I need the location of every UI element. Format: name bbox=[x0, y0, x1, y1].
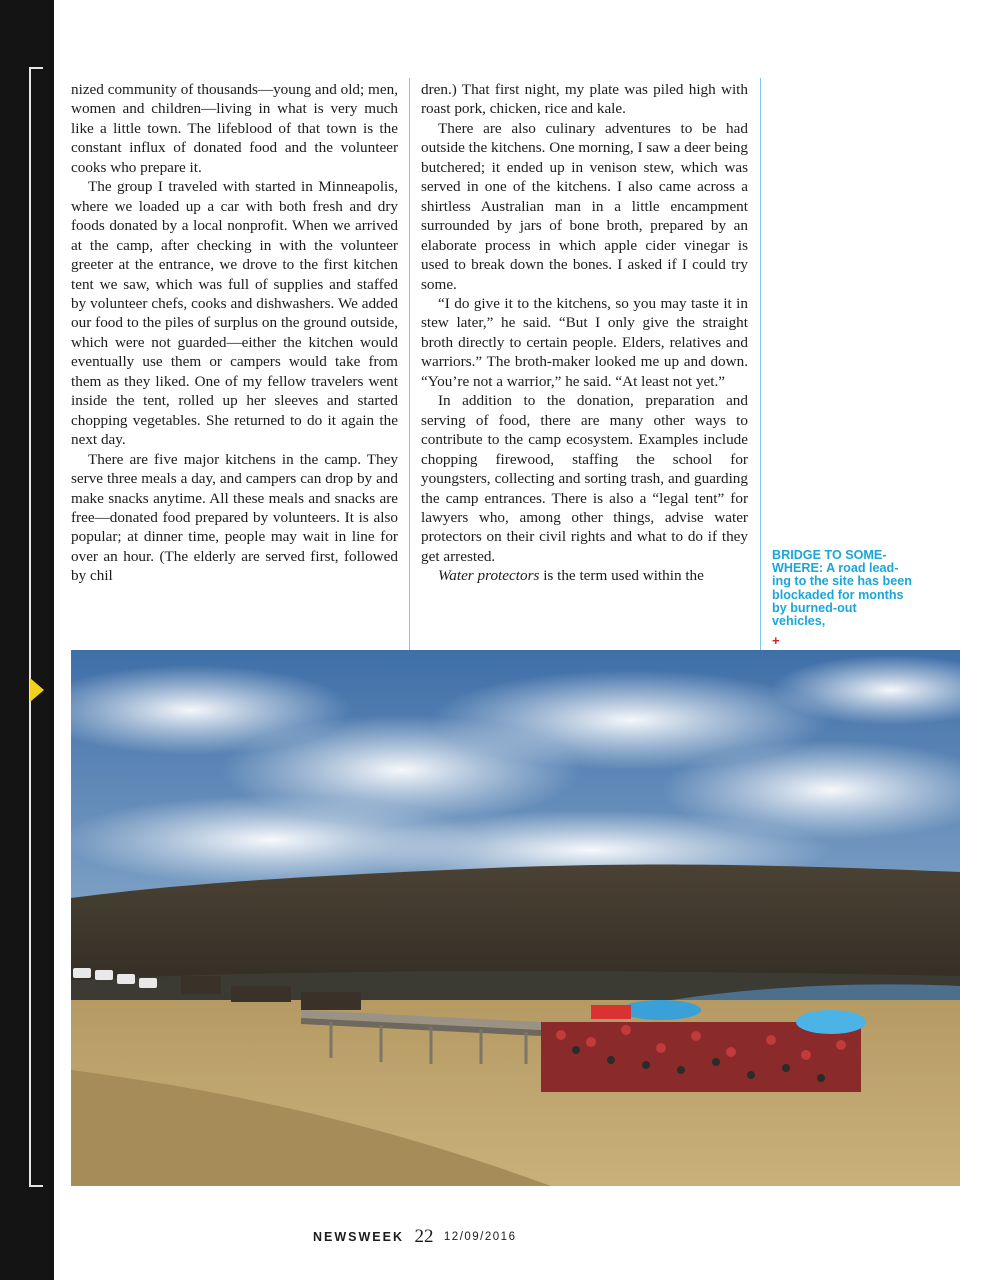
paragraph: The group I traveled with started in Minneapolis, where we loaded up a car with both fresh and dry foods donated by a local nonprofit. When we arrived at the camp, after checking in with the volunteer greeter at the entrance, we drove to the first kitchen tent we saw, which was full of supplies and staffed by volunteer chefs, cooks and dishwashers. We added our food to the piles of surplus on the ground outside, which were not guarded—either the kitchen would eventually use them or campers would take from them as they liked. One of my fellow travelers went inside the tent, rolled up her sleeves and started chopping vegetables. She returned to do it again the next day. bbox=[71, 178, 398, 449]
paragraph: “I do give it to the kitchens, so you may taste it in stew later,” he said. “But I only give the straight broth directly to certain people. Elders, relatives and warriors.” The broth-maker looked me up and down. “You’re not a warrior,” he said. “At least not yet.” bbox=[421, 294, 748, 390]
left-margin-bar bbox=[0, 0, 54, 1280]
issue-date: 12/09/2016 bbox=[443, 1231, 517, 1243]
article-column-1 bbox=[71, 80, 398, 586]
section-bracket-top bbox=[29, 67, 43, 79]
column-rule bbox=[760, 78, 761, 650]
protest-bridge-photo bbox=[71, 650, 960, 1186]
column-rule bbox=[409, 78, 410, 650]
magazine-name: NEWSWEEK bbox=[313, 1230, 404, 1244]
photo-illustration bbox=[71, 650, 960, 1186]
paragraph-text: is the term used within the bbox=[539, 567, 704, 585]
paragraph-last bbox=[421, 566, 748, 585]
paragraph: dren.) That first night, my plate was piled high with roast pork, chicken, rice and kale. bbox=[421, 81, 748, 118]
plus-icon: + bbox=[772, 633, 780, 648]
paragraph: There are also culinary adventures to be had outside the kitchens. One morning, I saw a deer being butchered; it ended up in venison stew, which was served in one of the kitchens. I also came across a shirtless Australian man in a little encampment surrounded by jars of bone broth, prepared by an elaborate process in which apple cider vinegar is used to break down the bones. I asked if I could try some. bbox=[421, 119, 748, 293]
article-column-2 bbox=[421, 80, 748, 586]
arrow-marker-icon bbox=[30, 678, 44, 702]
section-bracket-line bbox=[29, 67, 31, 1185]
paragraph: nized community of thousands—young and old; men, women and children—living in what is very much like a little town. The lifeblood of that town is the constant influx of donated food and the volunteer cooks who prepare it. bbox=[71, 81, 398, 176]
page-footer bbox=[313, 1226, 516, 1248]
photo-caption: BRIDGE TO SOMEWHERE: A road leading to the site has been blockaded for months by burned-out vehicles, bbox=[772, 548, 912, 629]
italic-term: Water protectors bbox=[438, 567, 540, 585]
section-bracket-bottom bbox=[29, 1175, 43, 1187]
page-number: 22 bbox=[414, 1226, 434, 1247]
paragraph: There are five major kitchens in the camp. They serve three meals a day, and campers can drop by and make snacks anytime. All these meals and snacks are free—donated food prepared by volunteers. It is also popular; at dinner time, people may wait in line for over an hour. (The elderly are served first, followed by chil bbox=[71, 450, 398, 585]
paragraph: In addition to the donation, preparation and serving of food, there are many other ways to contribute to the camp ecosystem. Examples include chopping firewood, staffing the school for youngsters, collecting and sorting trash, and guarding the camp entrances. There is also a “legal tent” for lawyers who, among other things, advise water protectors on their civil rights and what to do if they get arrested. bbox=[421, 392, 748, 565]
